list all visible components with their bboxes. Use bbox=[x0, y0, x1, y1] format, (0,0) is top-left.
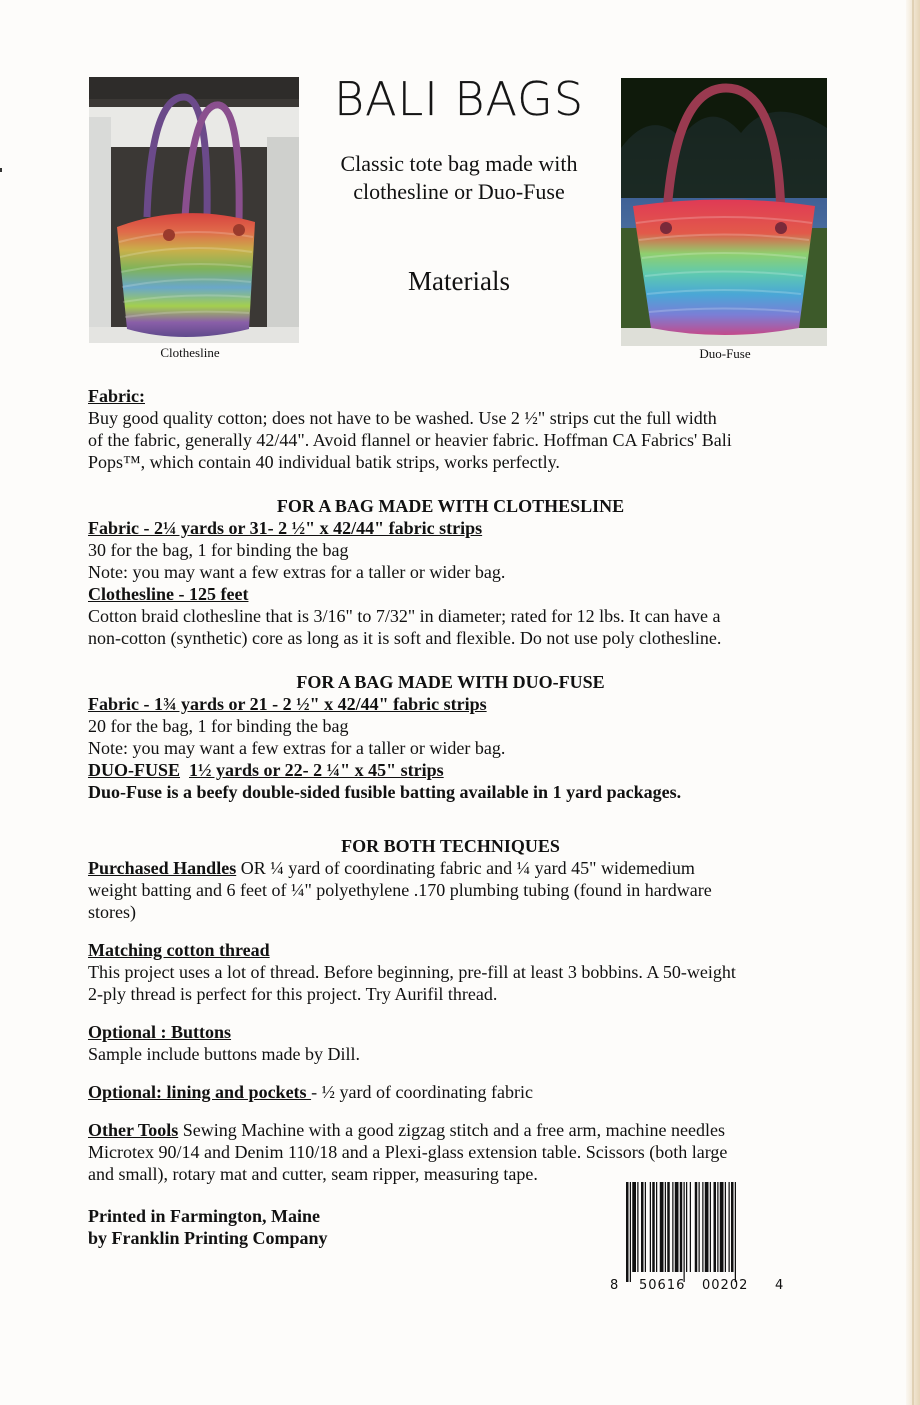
tools-text: Microtex 90/14 and Denim 110/18 and a Plexi-glass extension table. Scissors (both large bbox=[88, 1142, 728, 1162]
lining-label: Optional: lining and pockets bbox=[88, 1082, 312, 1102]
page-edge-line bbox=[912, 0, 914, 1405]
materials-heading: Materials bbox=[408, 266, 510, 296]
both-section-heading: FOR BOTH TECHNIQUES bbox=[341, 836, 560, 856]
upc-barcode bbox=[626, 1182, 769, 1282]
duo-fuse-section-heading: FOR A BAG MADE WITH DUO-FUSE bbox=[296, 672, 605, 692]
fabric-text: Pops™, which contain 40 individual batik strips, works perfectly. bbox=[88, 452, 560, 472]
printer-line: Printed in Farmington, Maine bbox=[88, 1206, 320, 1226]
barcode-digits bbox=[610, 1278, 790, 1298]
duo-fuse-fabric-line: Fabric - 1¾ yards or 21 - 2 ½" x 42/44" fabric strips bbox=[88, 694, 487, 714]
printer-line: by Franklin Printing Company bbox=[88, 1228, 328, 1248]
fabric-text: of the fabric, generally 42/44". Avoid flannel or heavier fabric. Hoffman CA Fabrics' Bali bbox=[88, 430, 732, 450]
barcode-right-group: 00202 bbox=[702, 1278, 749, 1293]
clothesline-fabric-line: Fabric - 2¼ yards or 31- 2 ½" x 42/44" fabric strips bbox=[88, 518, 483, 538]
handles-line bbox=[88, 857, 813, 879]
clothesline-desc: non-cotton (synthetic) core as long as it is soft and flexible. Do not use poly clothesline. bbox=[88, 628, 722, 648]
subtitle-line: clothesline or Duo-Fuse bbox=[353, 179, 565, 204]
clothesline-line: 30 for the bag, 1 for binding the bag bbox=[88, 540, 349, 560]
handles-text: stores) bbox=[88, 902, 136, 922]
tools-label: Other Tools bbox=[88, 1120, 179, 1140]
clothesline-section-heading: FOR A BAG MADE WITH CLOTHESLINE bbox=[276, 496, 625, 516]
duo-fuse-desc: Duo-Fuse is a beefy double-sided fusible batting available in 1 yard packages. bbox=[88, 782, 682, 802]
thread-label: Matching cotton thread bbox=[88, 940, 270, 960]
fabric-heading: Fabric: bbox=[88, 386, 145, 406]
duo-fuse-bag-photo bbox=[621, 78, 827, 346]
duo-fuse-amount: 1½ yards or 22- 2 ¼" x 45" strips bbox=[189, 760, 444, 780]
tools-text: Sewing Machine with a good zigzag stitch and a free arm, machine needles bbox=[178, 1120, 726, 1140]
duo-fuse-note: Note: you may want a few extras for a taller or wider bag. bbox=[88, 738, 506, 758]
duo-fuse-line: 20 for the bag, 1 for binding the bag bbox=[88, 716, 349, 736]
buttons-text: Sample include buttons made by Dill. bbox=[88, 1044, 360, 1064]
fabric-text: Buy good quality cotton; does not have to be washed. Use 2 ½" strips cut the full width bbox=[88, 408, 717, 428]
clothesline-desc: Cotton braid clothesline that is 3/16" to 7/32" in diameter; rated for 12 lbs. It can have a bbox=[88, 606, 721, 626]
lining-text: - ½ yard of coordinating fabric bbox=[311, 1082, 533, 1102]
caption-duo-fuse: Duo-Fuse bbox=[699, 346, 751, 361]
tools-text: and small), rotary mat and cutter, seam ripper, measuring tape. bbox=[88, 1164, 538, 1184]
handles-text: OR ¼ yard of coordinating fabric and ¼ yard 45" widemedium bbox=[236, 858, 695, 878]
scan-mark bbox=[0, 168, 2, 172]
materials-list bbox=[88, 383, 813, 1249]
handles-label: Purchased Handles bbox=[88, 858, 237, 878]
lining-line bbox=[88, 1081, 813, 1103]
clothesline-heading: Clothesline - 125 feet bbox=[88, 584, 249, 604]
buttons-label: Optional : Buttons bbox=[88, 1022, 232, 1042]
subtitle-line: Classic tote bag made with bbox=[340, 151, 578, 176]
handles-text: weight batting and 6 feet of ¼" polyethylene .170 plumbing tubing (found in hardware bbox=[88, 880, 712, 900]
clothesline-bag-photo bbox=[89, 77, 299, 343]
barcode-left-group: 50616 bbox=[639, 1278, 686, 1293]
page-title: BALI BAGS bbox=[333, 72, 585, 126]
barcode-check-digit: 4 bbox=[775, 1278, 784, 1293]
clothesline-note: Note: you may want a few extras for a taller or wider bag. bbox=[88, 562, 506, 582]
tools-line bbox=[88, 1119, 813, 1141]
duo-fuse-amount-line bbox=[88, 759, 813, 781]
barcode-lead-digit: 8 bbox=[610, 1278, 619, 1293]
subtitle bbox=[300, 150, 618, 206]
duo-fuse-label: DUO-FUSE bbox=[88, 760, 181, 780]
caption-clothesline: Clothesline bbox=[160, 345, 220, 360]
thread-text: This project uses a lot of thread. Before beginning, pre-fill at least 3 bobbins. A 50-weight bbox=[88, 962, 736, 982]
thread-text: 2-ply thread is perfect for this project. Try Aurifil thread. bbox=[88, 984, 498, 1004]
